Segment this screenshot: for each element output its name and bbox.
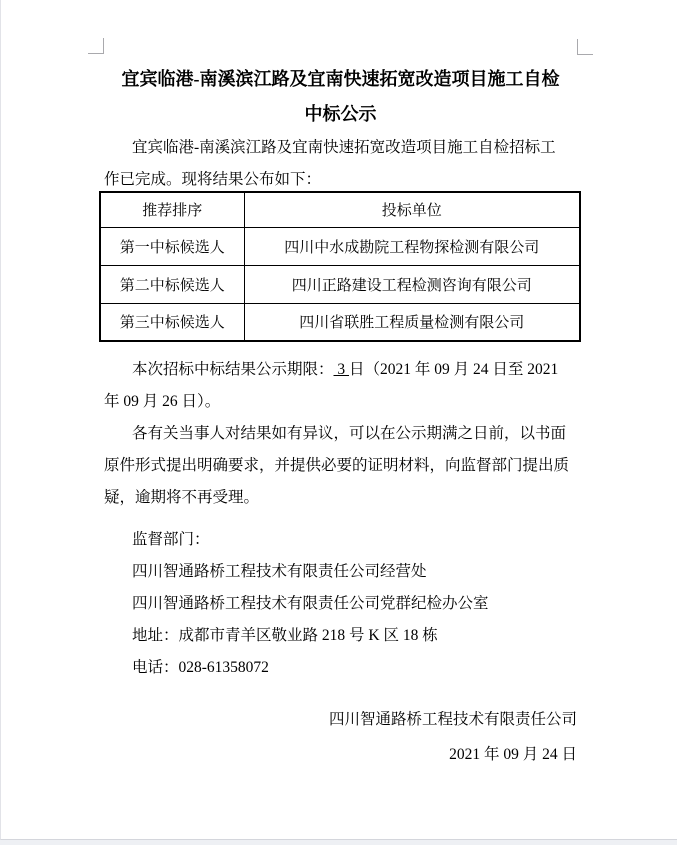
intro-line-1: 宜宾临港-南溪滨江路及宜南快速拓宽改造项目施工自检招标工	[132, 139, 556, 156]
supervision-dept-2: 四川智通路桥工程技术有限责任公司党群纪检办公室	[132, 595, 489, 612]
signature-section	[104, 702, 577, 772]
supervision-address: 地址：成都市青羊区敬业路 218 号 K 区 18 栋	[132, 627, 438, 644]
table-header-rank: 推荐排序	[100, 192, 244, 227]
publicity-days: 3	[333, 361, 350, 378]
table-cell-bidder-3: 四川省联胜工程质量检测有限公司	[244, 303, 580, 341]
period-line-2: 年 09 月 26 日）。	[104, 393, 221, 410]
bid-result-table	[99, 191, 581, 342]
table-cell-bidder-1: 四川中水成勘院工程物探检测有限公司	[244, 227, 580, 265]
table-header-row	[100, 192, 580, 227]
table-cell-rank-2: 第二中标候选人	[100, 265, 244, 303]
document-content	[104, 62, 577, 772]
period-line-1	[104, 354, 577, 386]
table-header-bidder: 投标单位	[244, 192, 580, 227]
table-cell-rank-3: 第三中标候选人	[100, 303, 244, 341]
period-suffix: 日（2021 年 09 月 24 日至 2021	[349, 361, 559, 378]
signature-company: 四川智通路桥工程技术有限责任公司	[328, 711, 577, 728]
table-cell-rank-1: 第一中标候选人	[100, 227, 244, 265]
objection-line-3: 疑，逾期将不再受理。	[104, 489, 260, 506]
objection-paragraph	[104, 418, 577, 514]
title-line-2: 中标公示	[304, 104, 377, 124]
supervision-heading: 监督部门：	[132, 531, 210, 548]
table-cell-bidder-2: 四川正路建设工程检测咨询有限公司	[244, 265, 580, 303]
table-row	[100, 303, 580, 341]
text-boundary-mark-top-left	[88, 38, 104, 54]
supervision-dept-1: 四川智通路桥工程技术有限责任公司经营处	[132, 563, 427, 580]
objection-line-2: 原件形式提出明确要求，并提供必要的证明材料，向监督部门提出质	[104, 457, 570, 474]
table-row	[100, 227, 580, 265]
intro-line-2: 作已完成。现将结果公布如下：	[104, 171, 322, 188]
publicity-period-paragraph	[104, 354, 577, 418]
period-prefix: 本次招标中标结果公示期限：	[132, 361, 334, 378]
text-boundary-mark-top-right	[577, 39, 593, 55]
table-row	[100, 265, 580, 303]
title-line-1: 宜宾临港-南溪滨江路及宜南快速拓宽改造项目施工自检	[121, 69, 560, 89]
supervision-phone: 电话：028-61358072	[132, 659, 269, 676]
document-title	[104, 62, 577, 132]
signature-date: 2021 年 09 月 24 日	[449, 746, 577, 763]
intro-paragraph	[104, 132, 577, 196]
supervision-section	[104, 524, 577, 684]
objection-line-1: 各有关当事人对结果如有异议，可以在公示期满之日前，以书面	[132, 425, 567, 442]
